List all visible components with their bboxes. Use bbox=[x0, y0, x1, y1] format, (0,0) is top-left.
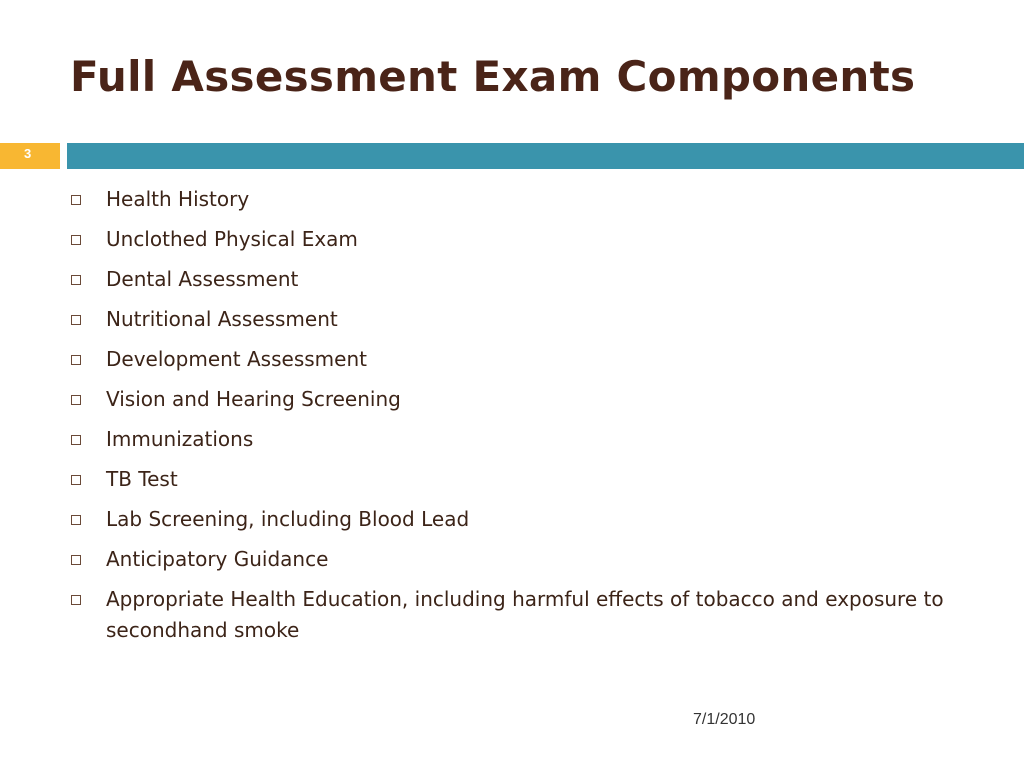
slide-number: 3 bbox=[24, 146, 32, 161]
list-item-text: Vision and Hearing Screening bbox=[106, 387, 401, 411]
list-item-text: Anticipatory Guidance bbox=[106, 547, 329, 571]
list-item bbox=[70, 464, 950, 495]
list-item bbox=[70, 504, 950, 535]
slide-date: 7/1/2010 bbox=[693, 711, 756, 728]
bullet-list bbox=[70, 184, 950, 655]
list-item bbox=[70, 584, 950, 646]
square-bullet-icon bbox=[71, 355, 81, 365]
square-bullet-icon bbox=[71, 235, 81, 245]
square-bullet-icon bbox=[71, 515, 81, 525]
list-item-text: Nutritional Assessment bbox=[106, 307, 338, 331]
square-bullet-icon bbox=[71, 475, 81, 485]
list-item bbox=[70, 184, 950, 215]
square-bullet-icon bbox=[71, 195, 81, 205]
slide-title: Full Assessment Exam Components bbox=[70, 52, 916, 101]
square-bullet-icon bbox=[71, 435, 81, 445]
list-item bbox=[70, 304, 950, 335]
list-item-text: Health History bbox=[106, 187, 250, 211]
list-item-text: Development Assessment bbox=[106, 347, 367, 371]
list-item bbox=[70, 424, 950, 455]
list-item-text: Immunizations bbox=[106, 427, 254, 451]
list-item-text: TB Test bbox=[106, 467, 178, 491]
square-bullet-icon bbox=[71, 395, 81, 405]
square-bullet-icon bbox=[71, 595, 81, 605]
list-item bbox=[70, 544, 950, 575]
list-item bbox=[70, 224, 950, 255]
square-bullet-icon bbox=[71, 275, 81, 285]
square-bullet-icon bbox=[71, 315, 81, 325]
list-item bbox=[70, 384, 950, 415]
list-item-text: Unclothed Physical Exam bbox=[106, 227, 358, 251]
square-bullet-icon bbox=[71, 555, 81, 565]
list-item-text: Dental Assessment bbox=[106, 267, 299, 291]
list-item bbox=[70, 264, 950, 295]
list-item-text: Lab Screening, including Blood Lead bbox=[106, 507, 470, 531]
list-item bbox=[70, 344, 950, 375]
list-item-text: Appropriate Health Education, including harmful effects of tobacco and exposure to secondhand smoke bbox=[106, 587, 944, 642]
accent-bar bbox=[67, 143, 1024, 169]
